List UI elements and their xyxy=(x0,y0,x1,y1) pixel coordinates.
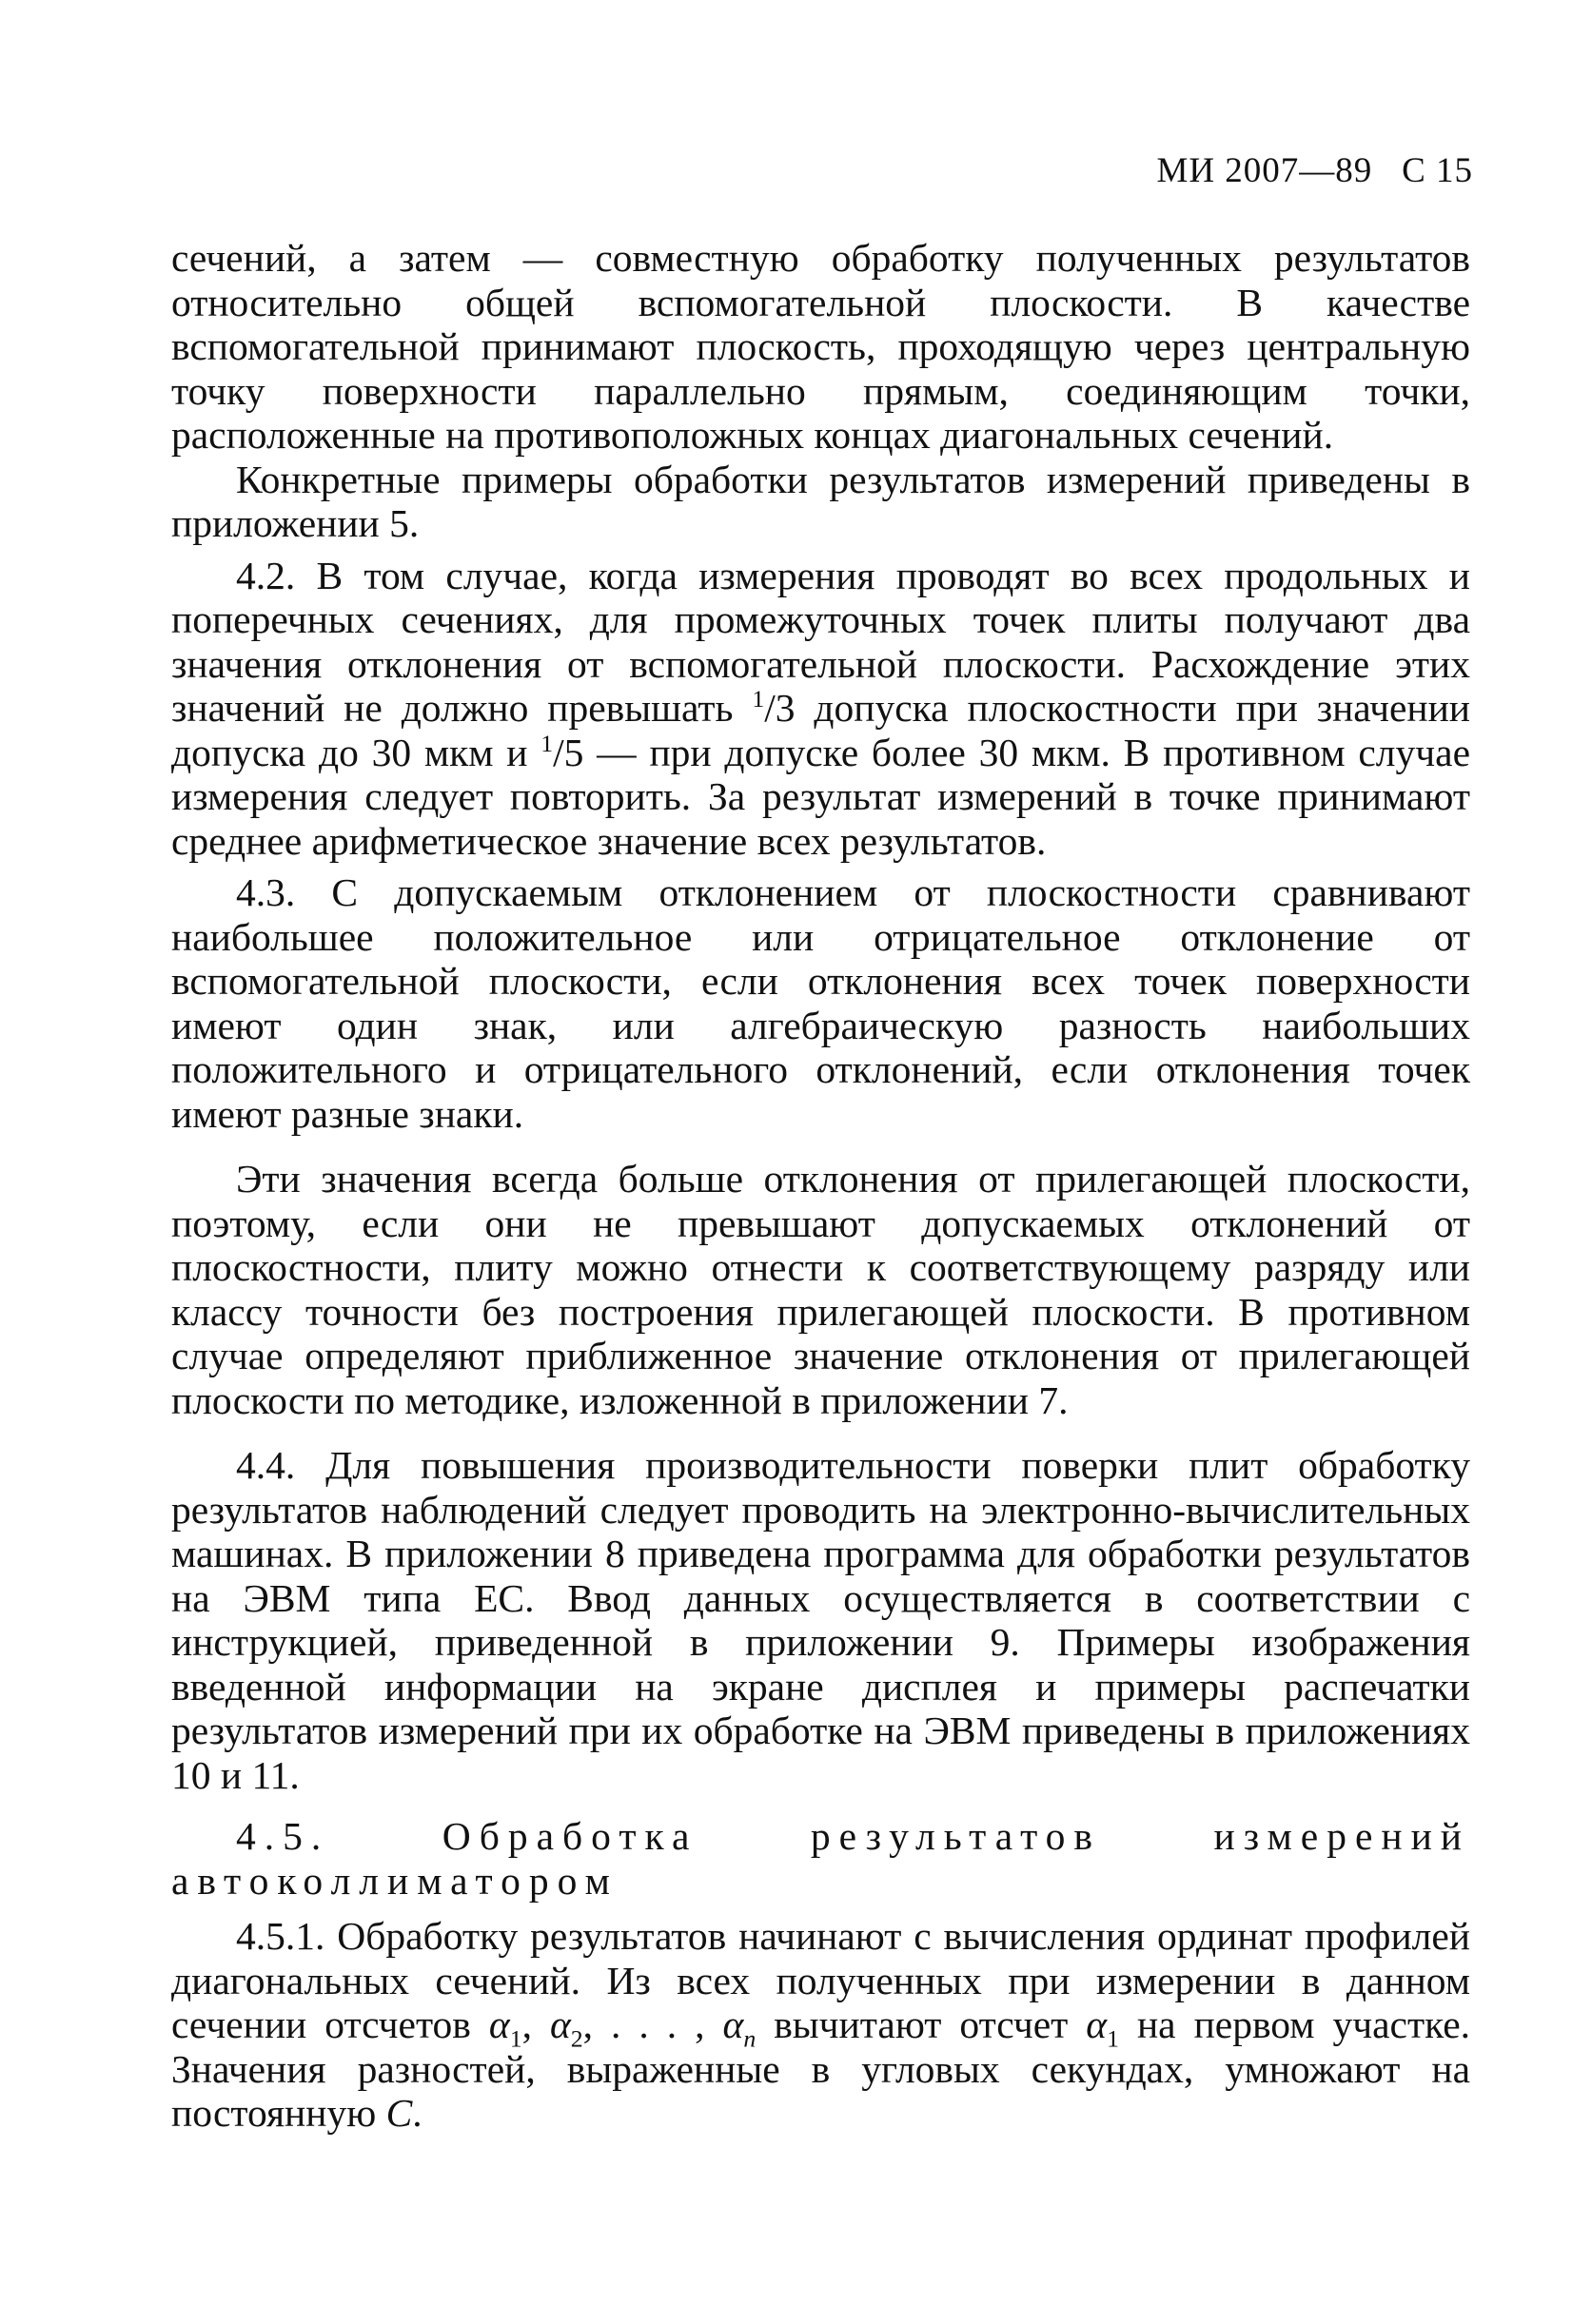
document-body xyxy=(171,236,1470,2136)
paragraph-4-2-middle: допуска плоскостности при значении допуска до 30 мкм и xyxy=(171,686,1470,774)
alpha-symbol: α xyxy=(549,2002,571,2046)
alpha-subscript-2: 2 xyxy=(570,2024,583,2053)
paragraph-4-5-1-start: 4.5.1. Обработку результатов начинают с вычисления ординат профилей диагональных сечений. Из всех полученных при измерении в данном сечении отсчетов xyxy=(171,1914,1470,2046)
fraction-one-third-numerator: 1 xyxy=(752,685,765,713)
paragraph-examples: Конкретные примеры обработки результатов измерений приведены в приложении 5. xyxy=(171,457,1470,545)
alpha-subscript-1: 1 xyxy=(509,2024,522,2053)
paragraph-4-3: 4.3. С допускаемым отклонением от плоскостности сравнивают наибольшее положительное или отрицательное отклонение от вспомогательной плоскости, если отклонения всех точек поверхности имеют один знак, или алгебраическую разность наибольших положительного и отрицательного отклонений, если отклонения точек имеют разные знаки. xyxy=(171,870,1470,1136)
paragraph-4-2-end: — при допуске более 30 мкм. В противном случае измерения следует повторить. За результат измерений в точке принимают среднее арифметическое значение всех результатов. xyxy=(171,730,1470,863)
paragraph-note: Эти значения всегда больше отклонения от прилегающей плоскости, поэтому, если они не превышают допускаемых отклонений от плоскостности, плиту можно отнести к соответствующему разряду или классу точности без построения прилегающей плоскости. В противном случае определяют приближенное значение отклонения от прилегающей плоскости по методике, изложенной в приложении 7. xyxy=(171,1157,1470,1422)
alpha-symbol: α xyxy=(488,2002,510,2046)
separator-comma: , xyxy=(521,2002,550,2046)
document-number: МИ 2007—89 xyxy=(1156,151,1373,190)
ellipsis: , . . . , xyxy=(582,2002,723,2046)
final-period: . xyxy=(412,2091,423,2135)
paragraph-4-2 xyxy=(171,554,1470,864)
paragraph-4-2-start: 4.2. В том случае, когда измерения проводят во всех продольных и поперечных сечениях, для промежуточных точек плиты получают два значения отклонения от вспомогательной плоскости. Расхождение этих значений не должно превышать xyxy=(171,553,1470,730)
alpha-symbol: α xyxy=(1086,2002,1108,2046)
fraction-one-fifth-numerator: 1 xyxy=(540,729,554,757)
page-header xyxy=(1156,150,1473,191)
constant-c: C xyxy=(385,2091,413,2135)
paragraph-continuation: сечений, а затем — совместную обработку полученных результатов относительно общей вспомогательной плоскости. В качестве вспомогательной принимают плоскость, проходящую через центральную точку поверхности параллельно прямым, соединяющим точки, расположенные на противоположных концах диагональных сечений. xyxy=(171,236,1470,457)
paragraph-4-4: 4.4. Для повышения производительности поверки плит обработку результатов наблюдений следует проводить на электронно-вычислительных машинах. В приложении 8 приведена программа для обработки результатов на ЭВМ типа ЕС. Ввод данных осуществляется в соответствии с инструкцией, приведенной в приложении 9. Примеры изображения введенной информации на экране дисплея и примеры распечатки результатов измерений при их обработке на ЭВМ приведены в приложениях 10 и 11. xyxy=(171,1443,1470,1797)
paragraph-4-5-1-end: на первом участке. Значения разностей, выраженные в угловых секундах, умножают на постоянную xyxy=(171,2002,1471,2135)
section-heading-4-5: 4.5. Обработка результатов измерений автоколлиматором xyxy=(171,1814,1470,1903)
alpha-subscript-n: n xyxy=(743,2024,757,2053)
alpha-subscript-first: 1 xyxy=(1107,2024,1119,2053)
alpha-symbol: α xyxy=(722,2002,744,2046)
paragraph-4-5-1 xyxy=(171,1914,1470,2136)
page-number: С 15 xyxy=(1402,151,1473,190)
fraction-one-third-denominator: /3 xyxy=(764,686,796,730)
fraction-one-fifth-denominator: /5 xyxy=(553,730,584,774)
paragraph-4-5-1-middle: вычитают отсчет xyxy=(756,2002,1087,2046)
